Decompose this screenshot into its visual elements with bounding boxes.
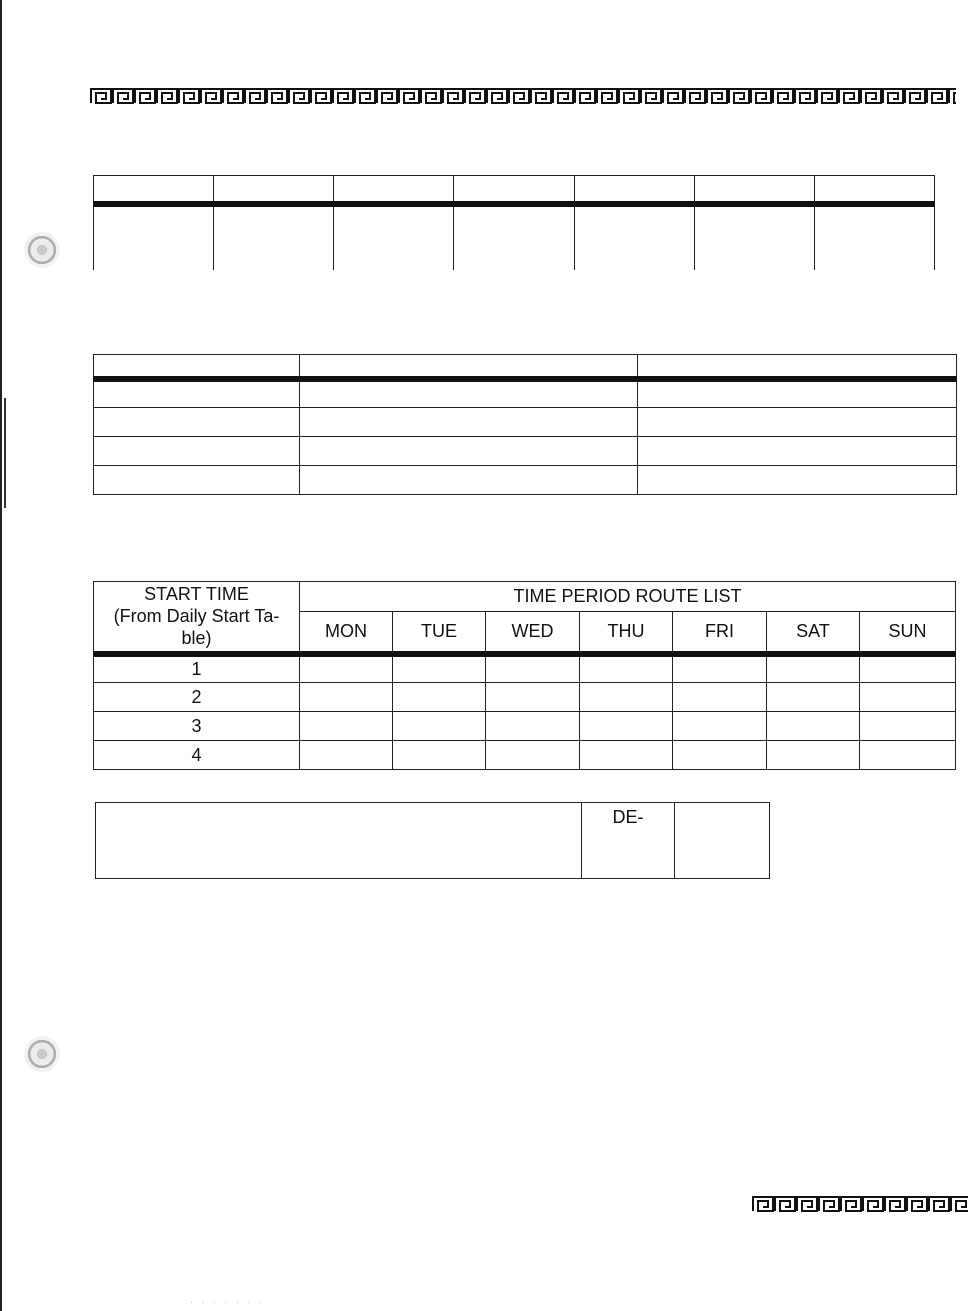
start-time-header-line1: START TIME — [144, 584, 249, 605]
route-list-header: TIME PERIOD ROUTE LIST — [300, 582, 956, 612]
t1-cell[interactable] — [814, 204, 934, 270]
t2-header-cell — [94, 355, 300, 379]
route-cell[interactable] — [393, 741, 486, 770]
route-cell[interactable] — [673, 654, 767, 683]
route-cell[interactable] — [580, 654, 673, 683]
route-cell[interactable] — [393, 712, 486, 741]
blank-table-1 — [93, 175, 935, 270]
t1-header-cell — [574, 176, 694, 204]
t2-cell[interactable] — [638, 466, 957, 495]
route-cell[interactable] — [300, 654, 393, 683]
route-cell[interactable] — [486, 683, 580, 712]
route-cell[interactable] — [393, 683, 486, 712]
route-cell[interactable] — [486, 654, 580, 683]
t1-header-cell — [694, 176, 814, 204]
t2-cell[interactable] — [300, 379, 638, 408]
left-margin-line — [0, 0, 2, 1311]
t1-cell[interactable] — [694, 204, 814, 270]
start-time-header — [94, 582, 300, 654]
route-cell[interactable] — [300, 741, 393, 770]
t4-de-cell — [582, 803, 675, 879]
t4-de-label: DE- — [612, 807, 644, 827]
t2-cell[interactable] — [300, 408, 638, 437]
row-number: 2 — [94, 683, 300, 712]
start-time-header-line2: (From Daily Start Ta- — [113, 606, 280, 627]
route-cell[interactable] — [673, 741, 767, 770]
t1-header-cell — [814, 176, 934, 204]
punch-hole-icon — [24, 1036, 60, 1072]
day-header-thu: THU — [580, 612, 673, 654]
t1-header-cell — [454, 176, 574, 204]
punch-hole-icon — [24, 232, 60, 268]
time-period-route-table — [93, 581, 956, 770]
route-cell[interactable] — [673, 683, 767, 712]
t2-cell[interactable] — [638, 437, 957, 466]
t2-cell[interactable] — [94, 466, 300, 495]
margin-tick — [4, 398, 6, 508]
route-cell[interactable] — [300, 683, 393, 712]
start-time-header-line3: ble) — [181, 628, 212, 649]
t2-header-cell — [638, 355, 957, 379]
route-cell[interactable] — [673, 712, 767, 741]
t1-cell[interactable] — [454, 204, 574, 270]
day-header-tue: TUE — [393, 612, 486, 654]
t1-cell[interactable] — [334, 204, 454, 270]
route-cell[interactable] — [767, 712, 860, 741]
route-cell[interactable] — [300, 712, 393, 741]
route-cell[interactable] — [486, 741, 580, 770]
blank-table-2 — [93, 354, 957, 495]
route-cell[interactable] — [860, 654, 956, 683]
partial-table — [95, 802, 770, 879]
faint-marks: . . . . . . . — [190, 1295, 266, 1306]
route-cell[interactable] — [580, 683, 673, 712]
route-cell[interactable] — [580, 712, 673, 741]
t2-cell[interactable] — [94, 437, 300, 466]
t1-cell[interactable] — [214, 204, 334, 270]
bottom-meander-border — [752, 1196, 968, 1212]
row-number: 1 — [94, 654, 300, 683]
top-meander-border — [90, 88, 956, 104]
route-cell[interactable] — [860, 683, 956, 712]
t1-header-cell — [214, 176, 334, 204]
t1-cell[interactable] — [94, 204, 214, 270]
route-cell[interactable] — [486, 712, 580, 741]
t2-cell[interactable] — [94, 379, 300, 408]
day-header-mon: MON — [300, 612, 393, 654]
day-header-fri: FRI — [673, 612, 767, 654]
route-cell[interactable] — [767, 683, 860, 712]
route-cell[interactable] — [393, 654, 486, 683]
t2-cell[interactable] — [638, 408, 957, 437]
t2-cell[interactable] — [300, 437, 638, 466]
t2-cell[interactable] — [638, 379, 957, 408]
route-cell[interactable] — [860, 741, 956, 770]
row-number: 4 — [94, 741, 300, 770]
t2-header-cell — [300, 355, 638, 379]
t4-cell[interactable] — [675, 803, 770, 879]
day-header-wed: WED — [486, 612, 580, 654]
route-cell[interactable] — [580, 741, 673, 770]
route-cell[interactable] — [860, 712, 956, 741]
t4-cell[interactable] — [96, 803, 582, 879]
route-cell[interactable] — [767, 741, 860, 770]
day-header-sun: SUN — [860, 612, 956, 654]
t2-cell[interactable] — [300, 466, 638, 495]
t1-header-cell — [334, 176, 454, 204]
t1-header-cell — [94, 176, 214, 204]
route-cell[interactable] — [767, 654, 860, 683]
row-number: 3 — [94, 712, 300, 741]
t2-cell[interactable] — [94, 408, 300, 437]
day-header-sat: SAT — [767, 612, 860, 654]
t1-cell[interactable] — [574, 204, 694, 270]
